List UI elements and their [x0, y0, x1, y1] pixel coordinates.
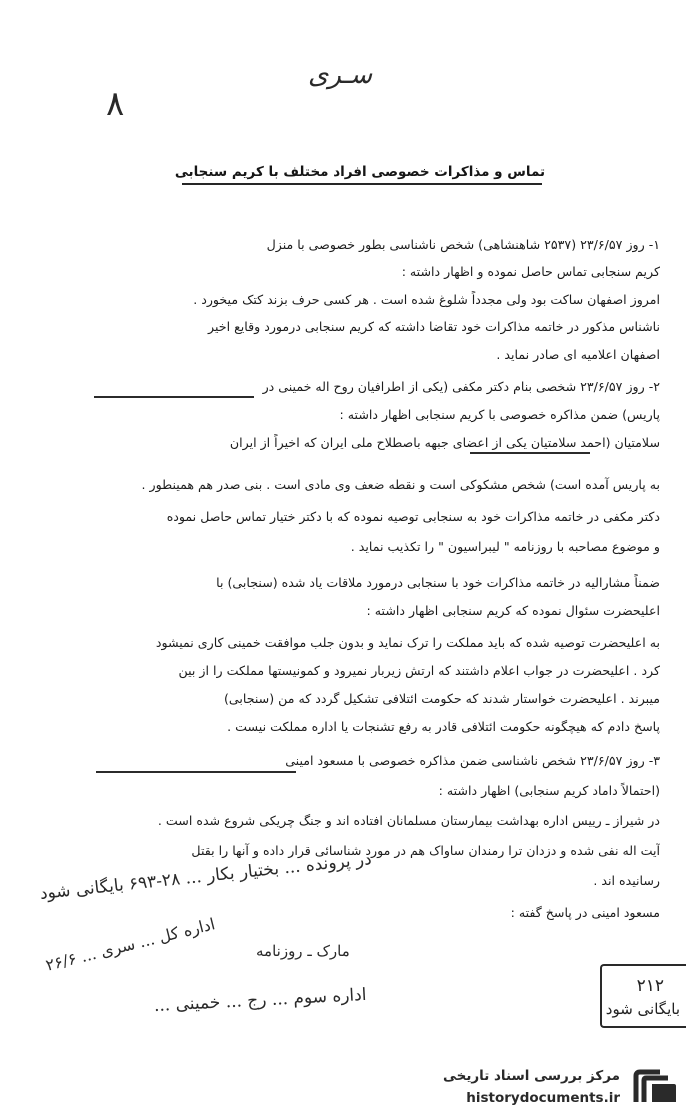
title-underline: [182, 183, 542, 185]
archive-logo-icon: [630, 1066, 682, 1108]
body-line: ضمناً مشارالیه در خاتمه مذاکرات خود با سنجابی درمورد ملاقات یاد شده (سنجابی) با: [216, 575, 660, 590]
body-line: در شیراز ـ رییس اداره بهداشت بیمارستان مسلمانان افتاده اند و جنگ چریکی شروع شده است .: [157, 813, 660, 828]
body-line: دکتر مکفی در خاتمه مذاکرات خود به سنجابی توصیه نموده که با دکتر ختیار تماس حاصل نموده: [166, 509, 660, 524]
name-underline: [94, 396, 254, 398]
body-line: و موضوع مصاحبه با روزنامه " لیبراسیون " را تکذیب نماید .: [350, 539, 660, 554]
body-line: اصفهان اعلامیه ای صادر نماید .: [496, 347, 660, 362]
archive-box: [600, 964, 686, 1028]
body-line: (احتمالاً داماد کریم سنجابی) اظهار داشته :: [438, 783, 660, 798]
archive-number: ۲۱۲: [636, 976, 664, 996]
handwritten-classification: سـرى: [308, 60, 373, 90]
body-line: به اعلیحضرت توصیه شده که باید مملکت را ترک نماید و بدون جلب موافقت خمینی کاری نمیشود: [155, 635, 660, 650]
body-line: کریم سنجابی تماس حاصل نموده و اظهار داشته :: [401, 264, 660, 279]
body-line: ۱- روز ۲۳/۶/۵۷ (۲۵۳۷ شاهنشاهی) شخص ناشناسی بطور خصوصی با منزل: [266, 237, 660, 252]
footer-watermark: [414, 1060, 690, 1114]
handwritten-note: مارک ـ روزنامه: [256, 942, 350, 960]
body-line: سلامتیان (احمد سلامتیان یکی از اعضای جبهه باصطلاح ملی ایران که اخیراً از ایران: [229, 435, 660, 450]
body-line: رسانیده اند .: [593, 873, 660, 888]
body-line: امروز اصفهان ساکت بود ولی مجدداً شلوغ شده است . هر کسی حرف بزند کتک میخورد .: [193, 292, 660, 307]
name-underline: [96, 771, 296, 773]
document-title: تماس و مذاکرات خصوصی افراد مختلف با کریم سنجابی: [174, 164, 546, 180]
body-line: ناشناس مذکور در خاتمه مذاکرات خود تقاضا داشته که کریم سنجابی درمورد وقایع اخیر: [208, 319, 660, 334]
body-line: مسعود امینی در پاسخ گفته :: [510, 905, 660, 920]
body-line: به پاریس آمده است) شخص مشکوکی است و نقطه ضعف وی مادی است . بنی صدر هم همینطور .: [141, 477, 660, 492]
name-underline: [470, 452, 590, 454]
footer-org-name: مرکز بررسی اسناد تاریخی: [442, 1068, 620, 1084]
body-line: میبرند . اعلیحضرت خواستار شدند که حکومت ائتلافی تشکیل گردد که من (سنجابی): [224, 691, 660, 706]
handwritten-note: در پرونده ... بختیار بکار ... ۲۸-۶۹۳ بایگانی شود: [38, 849, 373, 904]
body-line: کرد . اعلیحضرت در جواب اعلام داشتند که ارتش زیربار نمیرود و کمونیستها مملکت را از بین: [178, 663, 660, 678]
body-line: آیت اله نفی شده و دزدان ترا رمندان ساواک هم در مورد شناسائی قرار داده و آنها را بقتل: [191, 843, 660, 858]
body-line: پاریس) ضمن مذاکره خصوصی با کریم سنجابی اظهار داشته :: [339, 407, 660, 422]
body-line: پاسخ دادم که هیچگونه حکومت ائتلافی قادر به رفع تشنجات یا اداره مملکت نیست .: [227, 719, 660, 734]
handwritten-note: اداره کل ... سرى ... ۲۶/۶: [43, 914, 217, 975]
footer-url: historydocuments.ir: [466, 1090, 620, 1106]
page-mark: ۸: [106, 84, 125, 124]
body-line: اعلیحضرت سئوال نموده که کریم سنجابی اظهار داشته :: [366, 603, 660, 618]
handwritten-note: اداره سوم ... رج ... خمینی ...: [153, 984, 367, 1016]
archive-label: بایگانی شود: [605, 1000, 680, 1018]
body-line: ۳- روز ۲۳/۶/۵۷ شخص ناشناسی ضمن مذاکره خصوصی با مسعود امینی: [285, 753, 660, 768]
body-line: ۲- روز ۲۳/۶/۵۷ شخصی بنام دکتر مکفی (یکی از اطرافیان روح اله خمینی در: [262, 379, 660, 394]
